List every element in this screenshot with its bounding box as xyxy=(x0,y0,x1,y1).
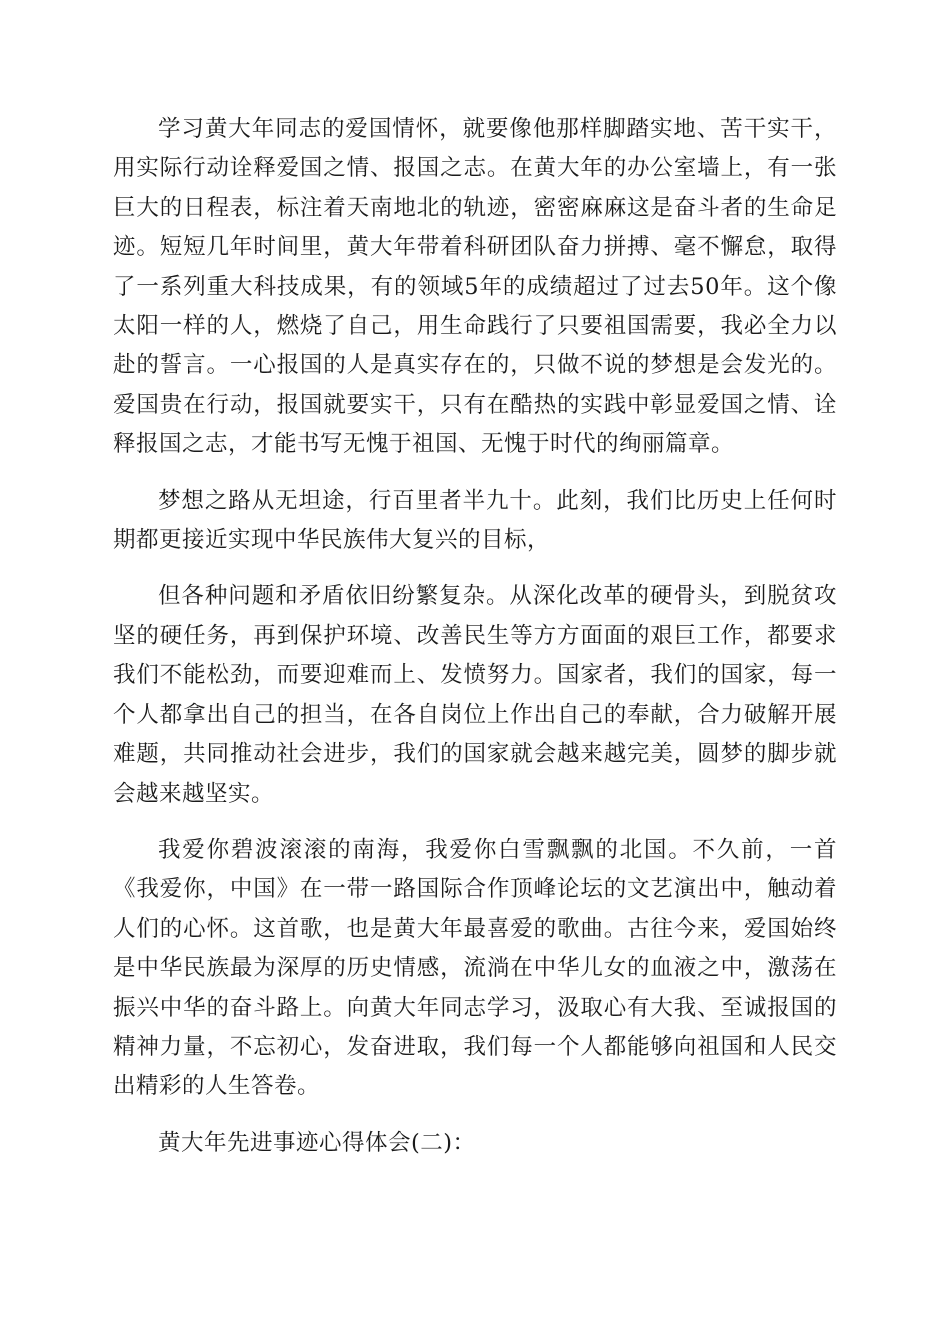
section-heading-part-two: 黄大年先进事迹心得体会(二)： xyxy=(158,1129,476,1156)
paragraph-dream-road: 梦想之路从无坦途，行百里者半九十。此刻，我们比历史上任何时期都更接近实现中华民族伟大复兴的目标， xyxy=(113,487,837,554)
document-body xyxy=(113,110,837,1180)
paragraph-love-china-song: 我爱你碧波滚滚的南海，我爱你白雪飘飘的北国。不久前，一首《我爱你，中国》在一带一路国际合作顶峰论坛的文艺演出中，触动着人们的心怀。这首歌，也是黄大年最喜爱的歌曲。古往今来，爱国始终是中华民族最为深厚的历史情感，流淌在中华儿女的血液之中，激荡在振兴中华的奋斗路上。向黄大年同志学习，汲取心有大我、至诚报国的精神力量，不忘初心，发奋进取，我们每一个人都能够向祖国和人民交出精彩的人生答卷。 xyxy=(113,836,837,1100)
paragraph-patriotism-action: 学习黄大年同志的爱国情怀，就要像他那样脚踏实地、苦干实干，用实际行动诠释爱国之情、报国之志。在黄大年的办公室墙上，有一张巨大的日程表，标注着天南地北的轨迹，密密麻麻这是奋斗者的生命足迹。短短几年时间里，黄大年带着科研团队奋力拼搏、毫不懈怠，取得了一系列重大科技成果，有的领域5年的成绩超过了过去50年。这个像太阳一样的人，燃烧了自己，用生命践行了只要祖国需要，我必全力以赴的誓言。一心报国的人是真实存在的，只做不说的梦想是会发光的。爱国贵在行动，报国就要实干，只有在酷热的实践中彰显爱国之情、诠释报国之志，才能书写无愧于祖国、无愧于时代的绚丽篇章。 xyxy=(113,116,837,458)
paragraph-problems-contradictions: 但各种问题和矛盾依旧纷繁复杂。从深化改革的硬骨头，到脱贫攻坚的硬任务，再到保护环境、改善民生等方方面面的艰巨工作，都要求我们不能松劲，而要迎难而上、发愤努力。国家者，我们的国家，每一个人都拿出自己的担当，在各自岗位上作出自己的奉献，合力破解开展难题，共同推动社会进步，我们的国家就会越来越完美，圆梦的脚步就会越来越坚实。 xyxy=(113,583,837,807)
